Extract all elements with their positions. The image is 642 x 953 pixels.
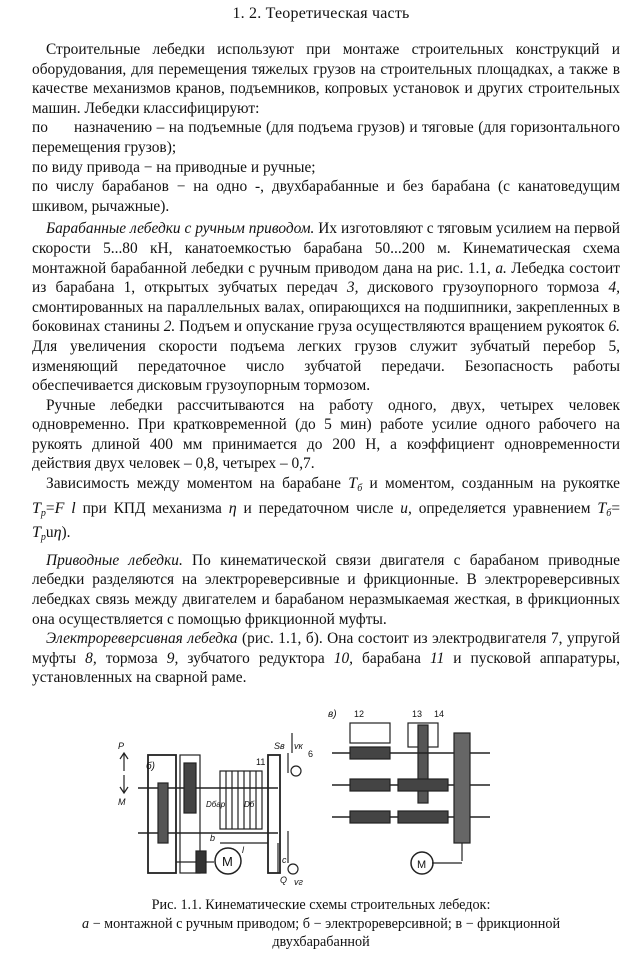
body-text	[32, 40, 620, 688]
figure-caption	[20, 896, 622, 952]
caption-line-1: Рис. 1.1. Кинематические схемы строительных лебедок:	[151, 897, 491, 913]
gear-train	[454, 733, 470, 843]
disc-brake	[158, 783, 168, 843]
intro-paragraph: Строительные лебедки используют при монтаже строительных конструкций и оборудования, для перемещения тяжелых грузов на строительных площадках, а также в качестве механизмов кранов, подъемников, копровых установок и других строительных машин. Лебедки классифицируют:	[32, 41, 620, 117]
moment-arrow-icon	[120, 775, 128, 793]
coupling	[196, 851, 206, 873]
drum-12	[350, 723, 390, 743]
label-P: P	[118, 741, 125, 751]
label-11: 11	[256, 757, 266, 767]
electro-winch-term: Электрореверсивная лебедка	[46, 630, 238, 648]
label-Db: Dб	[244, 800, 255, 809]
classification-text: назначению – на подъемные (для подъема грузов) и тяговые (для горизонтального перемещения грузов);	[32, 119, 620, 156]
label-14: 14	[434, 709, 445, 719]
force-arrow-icon	[120, 753, 128, 771]
torque-paragraph: Зависимость между моментом на барабане $T_б$ и моментом, созданным на рукоятке $T_р=F$ l при КПД механизма η и передаточном числе u, определяется уравнением $T_б= T_рu\eta$).	[32, 475, 621, 544]
fig-ref-a: а.	[495, 259, 507, 277]
figure-drawing	[118, 693, 588, 893]
powered-winch-paragraph: Приводные лебедки. По кинематической связи двигателя с барабаном приводные лебедки разделяются на электрореверсивные и фрикционные. В электрореверсивных лебедках связь между двигателем и барабаном неразмыкаемая жесткая, в фрикционных она осуществляется с помощью фрикционной муфты.	[32, 551, 621, 628]
label-Dbar: Dбар	[206, 800, 226, 809]
label-6: 6	[308, 749, 314, 759]
workers-paragraph: Ручные лебедки рассчитываются на работу одного, двух, четырех человек одновременно. При кратковременной (до 5 мин) работе усилие одного рабочего на рукоять длиной 400 мм принимается до 200 Н, а коэффициент одновременности действия двух человек – 0,8, четырех – 0,7.	[32, 396, 620, 473]
classification-item	[32, 177, 620, 216]
powered-winch-term: Приводные лебедки.	[46, 551, 183, 569]
label-vk: vк	[294, 741, 303, 751]
electro-winch-paragraph: Электрореверсивная лебедка (рис. 1.1, б). Она состоит из электродвигателя 7, упругой муфты 8, тормоза 9, зубчатого редуктора 10, барабана 11 и пусковой аппаратуры, установленных на сварной раме.	[32, 630, 620, 687]
gear-wheel	[184, 763, 196, 813]
label-Q: Q	[280, 875, 288, 885]
pulley-icon	[291, 766, 301, 776]
kinematic-schemes-figure	[118, 693, 588, 893]
label-b-scheme: б)	[146, 761, 155, 772]
manual-winch-paragraph: Барабанные лебедки с ручным приводом. Их изготовляют с тяговым усилием на первой скорости 5...80 кН, канатоемкостью барабана 50...200 м. Кинематическая схема монтажной барабанной лебедки с ручным приводом дана на рис. 1.1, а. Лебедка состоит из барабана 1, открытых зубчатых передач 3, дискового грузоупорного тормоза 4, смонтированных на параллельных валах, опирающихся на подшипники, закрепленных в боковинах станины 2. Подъем и опускание груза осуществляются вращением рукояток 6. Для увеличения скорости подъема легких грузов служит зубчатый перебор 5, изменяющий передаточное число зубчатой передачи. Безопасность работы обеспечивается дисковым грузоупорным тормозом.	[32, 220, 620, 395]
hook-icon	[288, 864, 298, 874]
label-l: l	[242, 845, 244, 855]
classification-text: по числу барабанов − на одно -, двухбарабанные и без барабана (с канатоведущим шкивом, рычажные).	[32, 178, 620, 215]
scheme-v-friction-winch	[291, 723, 490, 874]
motor-label-b: M	[222, 854, 233, 869]
caption-line-3: двухбарабанной	[272, 934, 370, 950]
label-12: 12	[354, 709, 365, 719]
label-c: c	[282, 855, 287, 865]
label-SB: Sв	[274, 741, 285, 751]
label-v-scheme: в)	[328, 709, 337, 720]
manual-winch-term: Барабанные лебедки с ручным приводом.	[46, 220, 315, 238]
classification-text: по виду привода − на приводные и ручные;	[32, 158, 316, 176]
classification-item	[32, 118, 620, 157]
classification-lead: по	[32, 119, 48, 137]
symbol-T: T	[348, 475, 358, 493]
formula: T	[597, 499, 607, 517]
section-title: 1. 2. Теоретическая часть	[232, 5, 410, 22]
caption-line-2: а − монтажной с ручным приводом; б − электрореверсивной; в − фрикционной	[81, 915, 561, 932]
label-vr: vг	[294, 877, 303, 887]
classification-item	[32, 158, 620, 178]
label-13: 13	[412, 709, 423, 719]
label-b-dim: b	[210, 833, 216, 843]
label-M: M	[118, 797, 126, 807]
motor-label-v: M	[417, 859, 427, 871]
